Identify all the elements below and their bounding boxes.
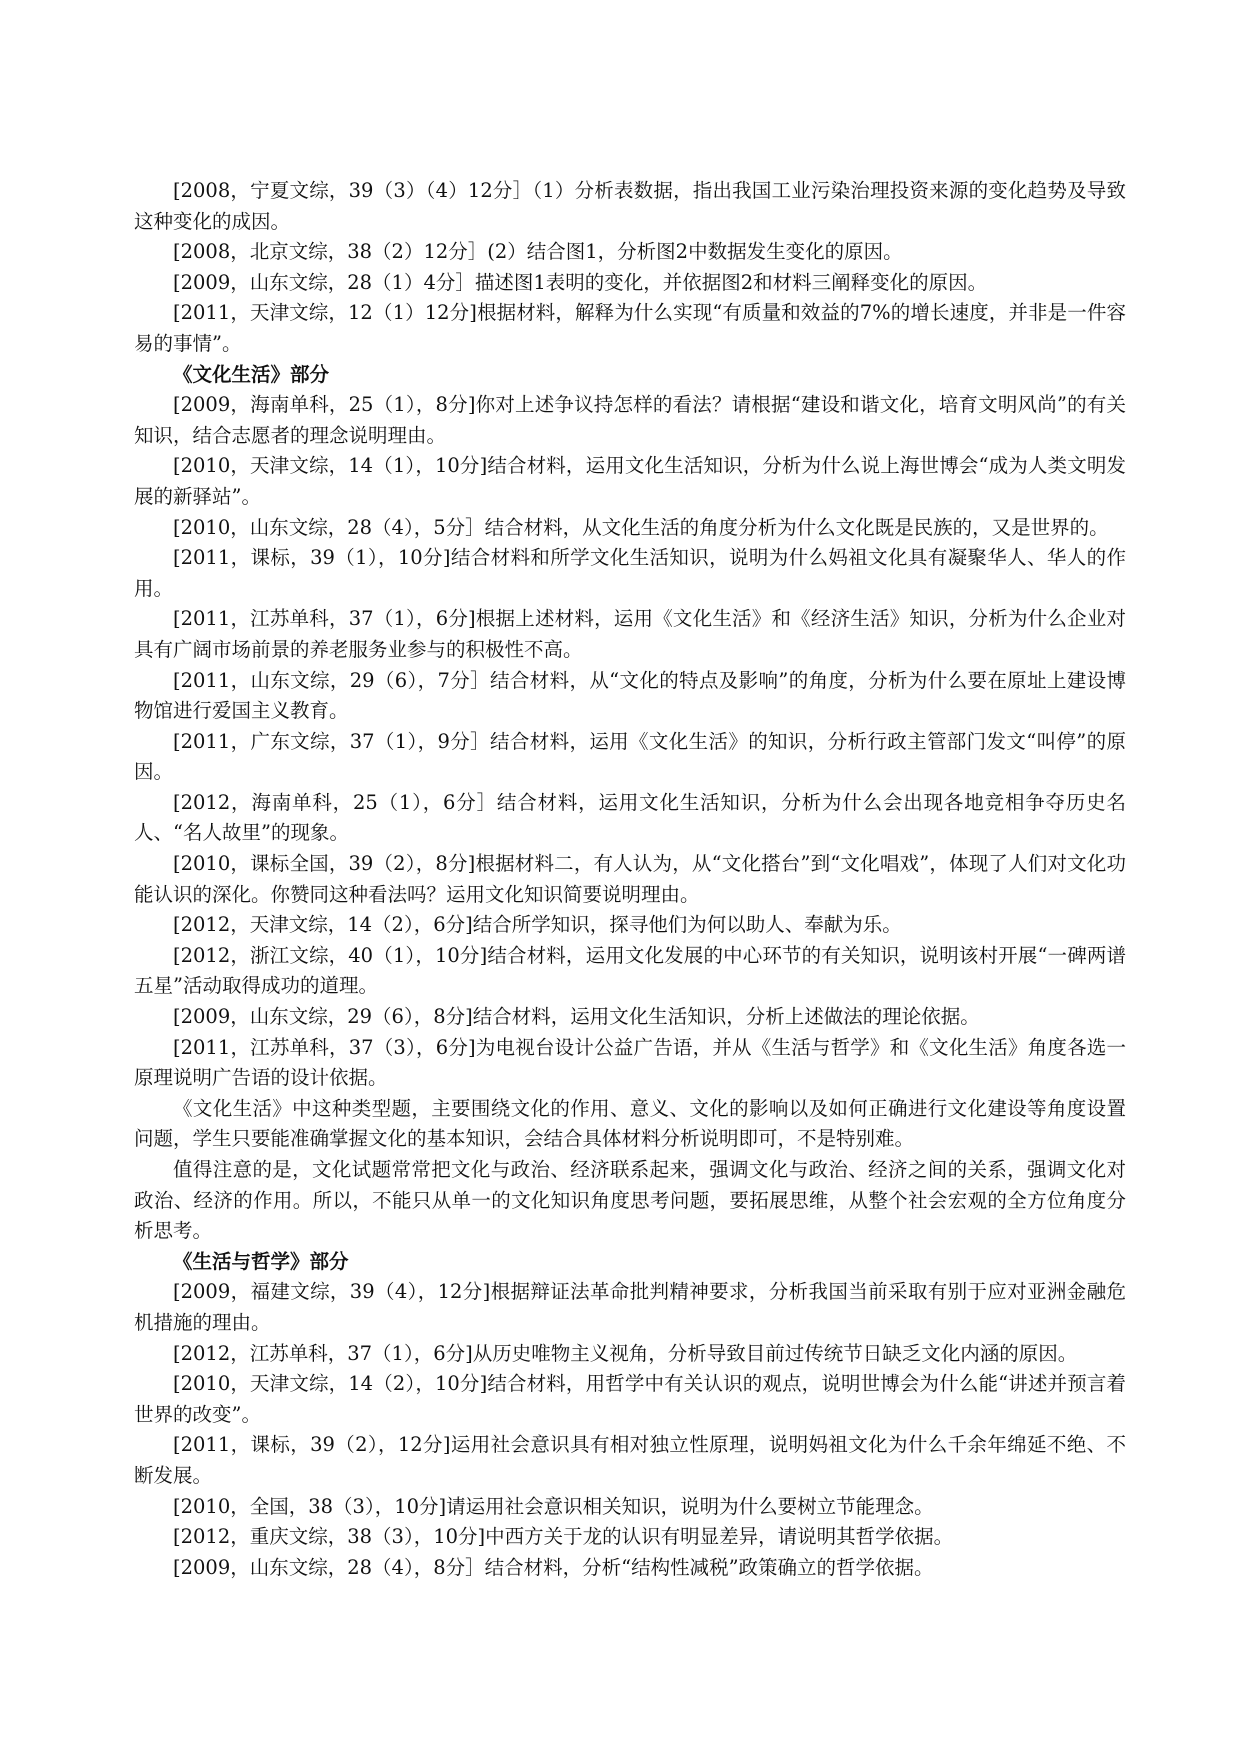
paragraph: [2010，课标全国，39（2），8分]根据材料二，有人认为，从“文化搭台”到“文化唱戏”，体现了人们对文化功能认识的深化。你赞同这种看法吗？运用文化知识简要说明理由。 [134,852,1126,906]
document-body [134,176,1126,1583]
paragraph: [2012，江苏单科，37（1），6分]从历史唯物主义视角，分析导致目前过传统节日缺乏文化内涵的原因。 [173,1341,1078,1365]
paragraph: [2012，天津文综，14（2），6分]结合所学知识，探寻他们为何以助人、奉献为乐。 [173,913,902,937]
paragraph: [2011，江苏单科，37（1），6分]根据上述材料，运用《文化生活》和《经济生活》知识，分析为什么企业对具有广阔市场前景的养老服务业参与的积极性不高。 [134,607,1126,661]
paragraph: [2009，山东文综，28（4），8分］结合材料，分析“结构性减税”政策确立的哲学依据。 [173,1555,934,1579]
paragraph: 值得注意的是，文化试题常常把文化与政治、经济联系起来，强调文化与政治、经济之间的关系，强调文化对政治、经济的作用。所以，不能只从单一的文化知识角度思考问题，要拓展思维，从整个社会宏观的全方位角度分析思考。 [134,1158,1126,1243]
paragraph: [2008，北京文综，38（2）12分］(2）结合图1，分析图2中数据发生变化的原因。 [173,240,903,264]
paragraph: [2008，宁夏文综，39（3）（4）12分］（1）分析表数据，指出我国工业污染治理投资来源的变化趋势及导致这种变化的成因。 [134,179,1126,233]
paragraph: [2010，天津文综，14（2），10分]结合材料，用哲学中有关认识的观点，说明世博会为什么能“讲述并预言着世界的改变”。 [134,1372,1126,1426]
paragraph: [2011，广东文综，37（1），9分］结合材料，运用《文化生活》的知识，分析行政主管部门发文“叫停”的原因。 [134,729,1126,784]
section-heading: 《文化生活》部分 [173,362,330,386]
paragraph: [2009，海南单科，25（1），8分]你对上述争议持怎样的看法？请根据“建设和谐文化，培育文明风尚”的有关知识，结合志愿者的理念说明理由。 [134,393,1126,447]
paragraph: [2011，山东文综，29（6），7分］结合材料，从“文化的特点及影响”的角度，分析为什么要在原址上建设博物馆进行爱国主义教育。 [134,668,1126,723]
paragraph: [2012，浙江文综，40（1），10分]结合材料，运用文化发展的中心环节的有关知识，说明该村开展“一碑两谱五星”活动取得成功的道理。 [134,943,1126,998]
paragraph: [2011，课标，39（2），12分]运用社会意识具有相对独立性原理，说明妈祖文化为什么千余年绵延不绝、不断发展。 [134,1433,1126,1487]
paragraph: [2010，天津文综，14（1），10分]结合材料，运用文化生活知识，分析为什么说上海世博会“成为人类文明发展的新驿站”。 [134,454,1126,508]
paragraph: [2010，山东文综，28（4），5分］结合材料，从文化生活的角度分析为什么文化既是民族的，又是世界的。 [173,515,1109,539]
paragraph: [2009，山东文综，28（1）4分］描述图1表明的变化，并依据图2和材料三阐释变化的原因。 [173,270,988,294]
paragraph: [2011，江苏单科，37（3），6分]为电视台设计公益广告语，并从《生活与哲学》和《文化生活》角度各选一原理说明广告语的设计依据。 [134,1035,1126,1090]
paragraph: [2011，课标，39（1），10分]结合材料和所学文化生活知识，说明为什么妈祖文化具有凝聚华人、华人的作用。 [134,546,1126,600]
paragraph: [2009，山东文综，29（6），8分]结合材料，运用文化生活知识，分析上述做法的理论依据。 [173,1005,980,1029]
paragraph: 《文化生活》中这种类型题，主要围绕文化的作用、意义、文化的影响以及如何正确进行文化建设等角度设置问题，学生只要能准确掌握文化的基本知识，会结合具体材料分析说明即可，不是特别难。 [134,1096,1126,1151]
paragraph: [2010，全国，38（3），10分]请运用社会意识相关知识，说明为什么要树立节能理念。 [173,1494,934,1518]
section-heading: 《生活与哲学》部分 [173,1249,349,1273]
paragraph: [2009，福建文综，39（4），12分]根据辩证法革命批判精神要求，分析我国当前采取有别于应对亚洲金融危机措施的理由。 [134,1280,1126,1334]
paragraph: [2012，重庆文综，38（3），10分]中西方关于龙的认识有明显差异，请说明其哲学依据。 [173,1525,954,1549]
paragraph: [2011，天津文综，12（1）12分]根据材料，解释为什么实现“有质量和效益的7%的增长速度，并非是一件容易的事情”。 [134,301,1126,355]
paragraph: [2012，海南单科，25（1），6分］结合材料，运用文化生活知识，分析为什么会出现各地竞相争夺历史名人、“名人故里”的现象。 [134,790,1126,845]
